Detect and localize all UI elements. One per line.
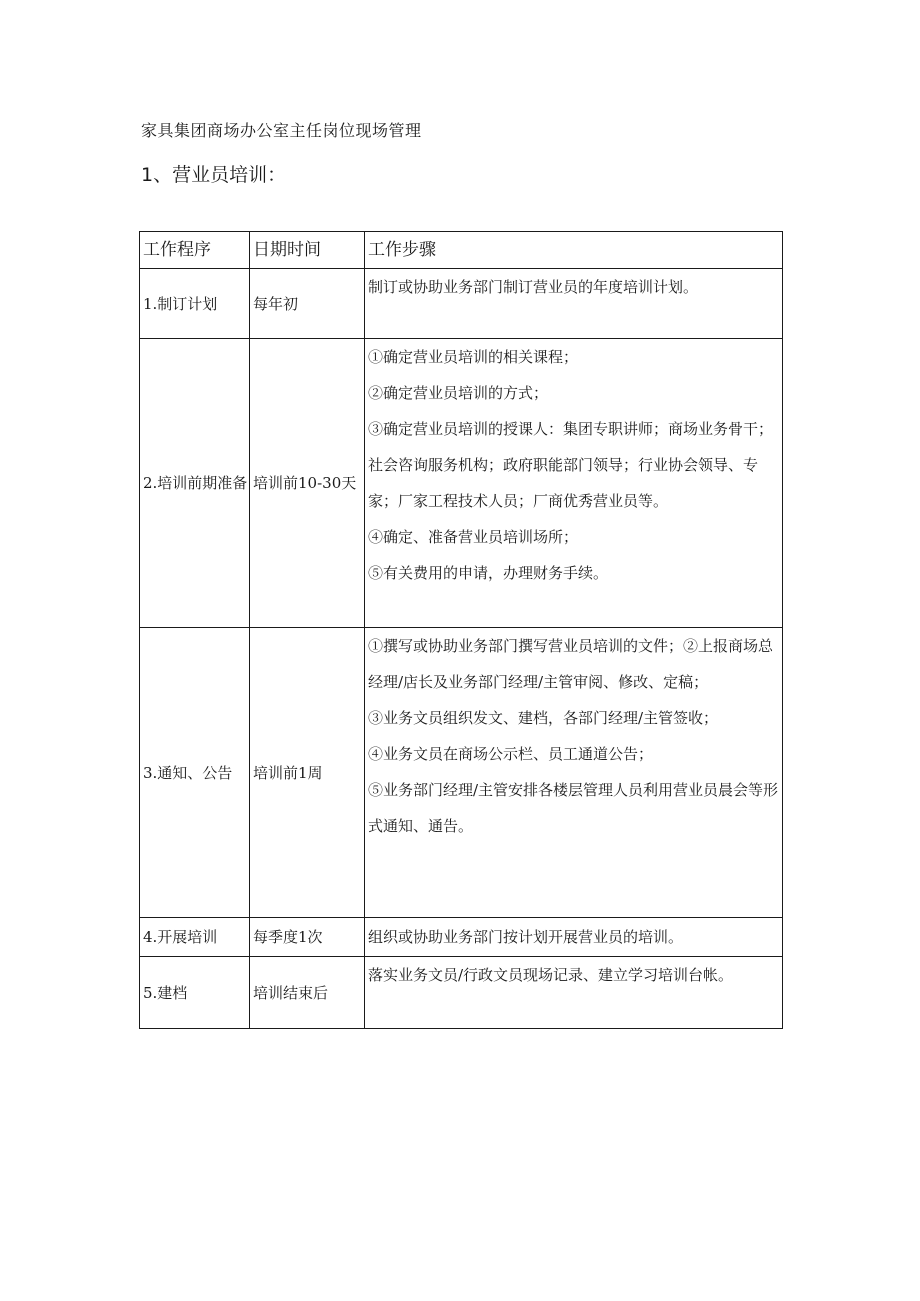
- step-item: ③业务文员组织发文、建档，各部门经理/主管签收；: [368, 709, 719, 727]
- table-row: [140, 918, 783, 957]
- procedure-cell: 1.制订计划: [140, 269, 250, 339]
- step-item: 制订或协助业务部门制订营业员的年度培训计划。: [368, 278, 699, 296]
- date-cell: 每季度1次: [250, 918, 365, 957]
- step-item: ③确定营业员培训的授课人：集团专职讲师；商场业务骨干；社会咨询服务机构；政府职能部门领导；行业协会领导、专家；厂家工程技术人员；厂商优秀营业员等。: [368, 420, 774, 510]
- procedure-cell: 2.培训前期准备: [140, 339, 250, 628]
- table-row: [140, 269, 783, 339]
- document-title: 家具集团商场办公室主任岗位现场管理: [141, 121, 422, 140]
- steps-cell: [365, 269, 783, 339]
- procedure-cell: 5.建档: [140, 957, 250, 1029]
- steps-cell: [365, 918, 783, 957]
- date-cell: 培训前10-30天: [250, 339, 365, 628]
- table-row: [140, 339, 783, 628]
- header-date-time: 日期时间: [250, 232, 365, 269]
- step-item: 组织或协助业务部门按计划开展营业员的培训。: [368, 928, 684, 946]
- step-item: ②确定营业员培训的方式；: [368, 384, 549, 402]
- date-cell: 培训前1周: [250, 628, 365, 918]
- step-item: ①确定营业员培训的相关课程；: [368, 348, 579, 366]
- steps-cell: [365, 628, 783, 918]
- steps-cell: [365, 957, 783, 1029]
- step-item: ⑤有关费用的申请，办理财务手续。: [368, 564, 609, 582]
- step-item: 落实业务文员/行政文员现场记录、建立学习培训台帐。: [368, 966, 734, 984]
- section-heading: 1、营业员培训：: [141, 164, 287, 186]
- header-procedure: 工作程序: [140, 232, 250, 269]
- steps-cell: [365, 339, 783, 628]
- header-work-steps: 工作步骤: [365, 232, 783, 269]
- procedure-table: [139, 231, 783, 1029]
- procedure-cell: 3.通知、公告: [140, 628, 250, 918]
- table-row: [140, 628, 783, 918]
- table-header-row: [140, 232, 783, 269]
- procedure-cell: 4.开展培训: [140, 918, 250, 957]
- table-row: [140, 957, 783, 1029]
- step-item: ④业务文员在商场公示栏、员工通道公告；: [368, 745, 654, 763]
- date-cell: 培训结束后: [250, 957, 365, 1029]
- step-item: ①撰写或协助业务部门撰写营业员培训的文件；②上报商场总经理/店长及业务部门经理/主管审阅、修改、定稿；: [368, 637, 774, 691]
- date-cell: 每年初: [250, 269, 365, 339]
- step-item: ④确定、准备营业员培训场所；: [368, 528, 579, 546]
- step-item: ⑤业务部门经理/主管安排各楼层管理人员利用营业员晨会等形式通知、通告。: [368, 781, 779, 835]
